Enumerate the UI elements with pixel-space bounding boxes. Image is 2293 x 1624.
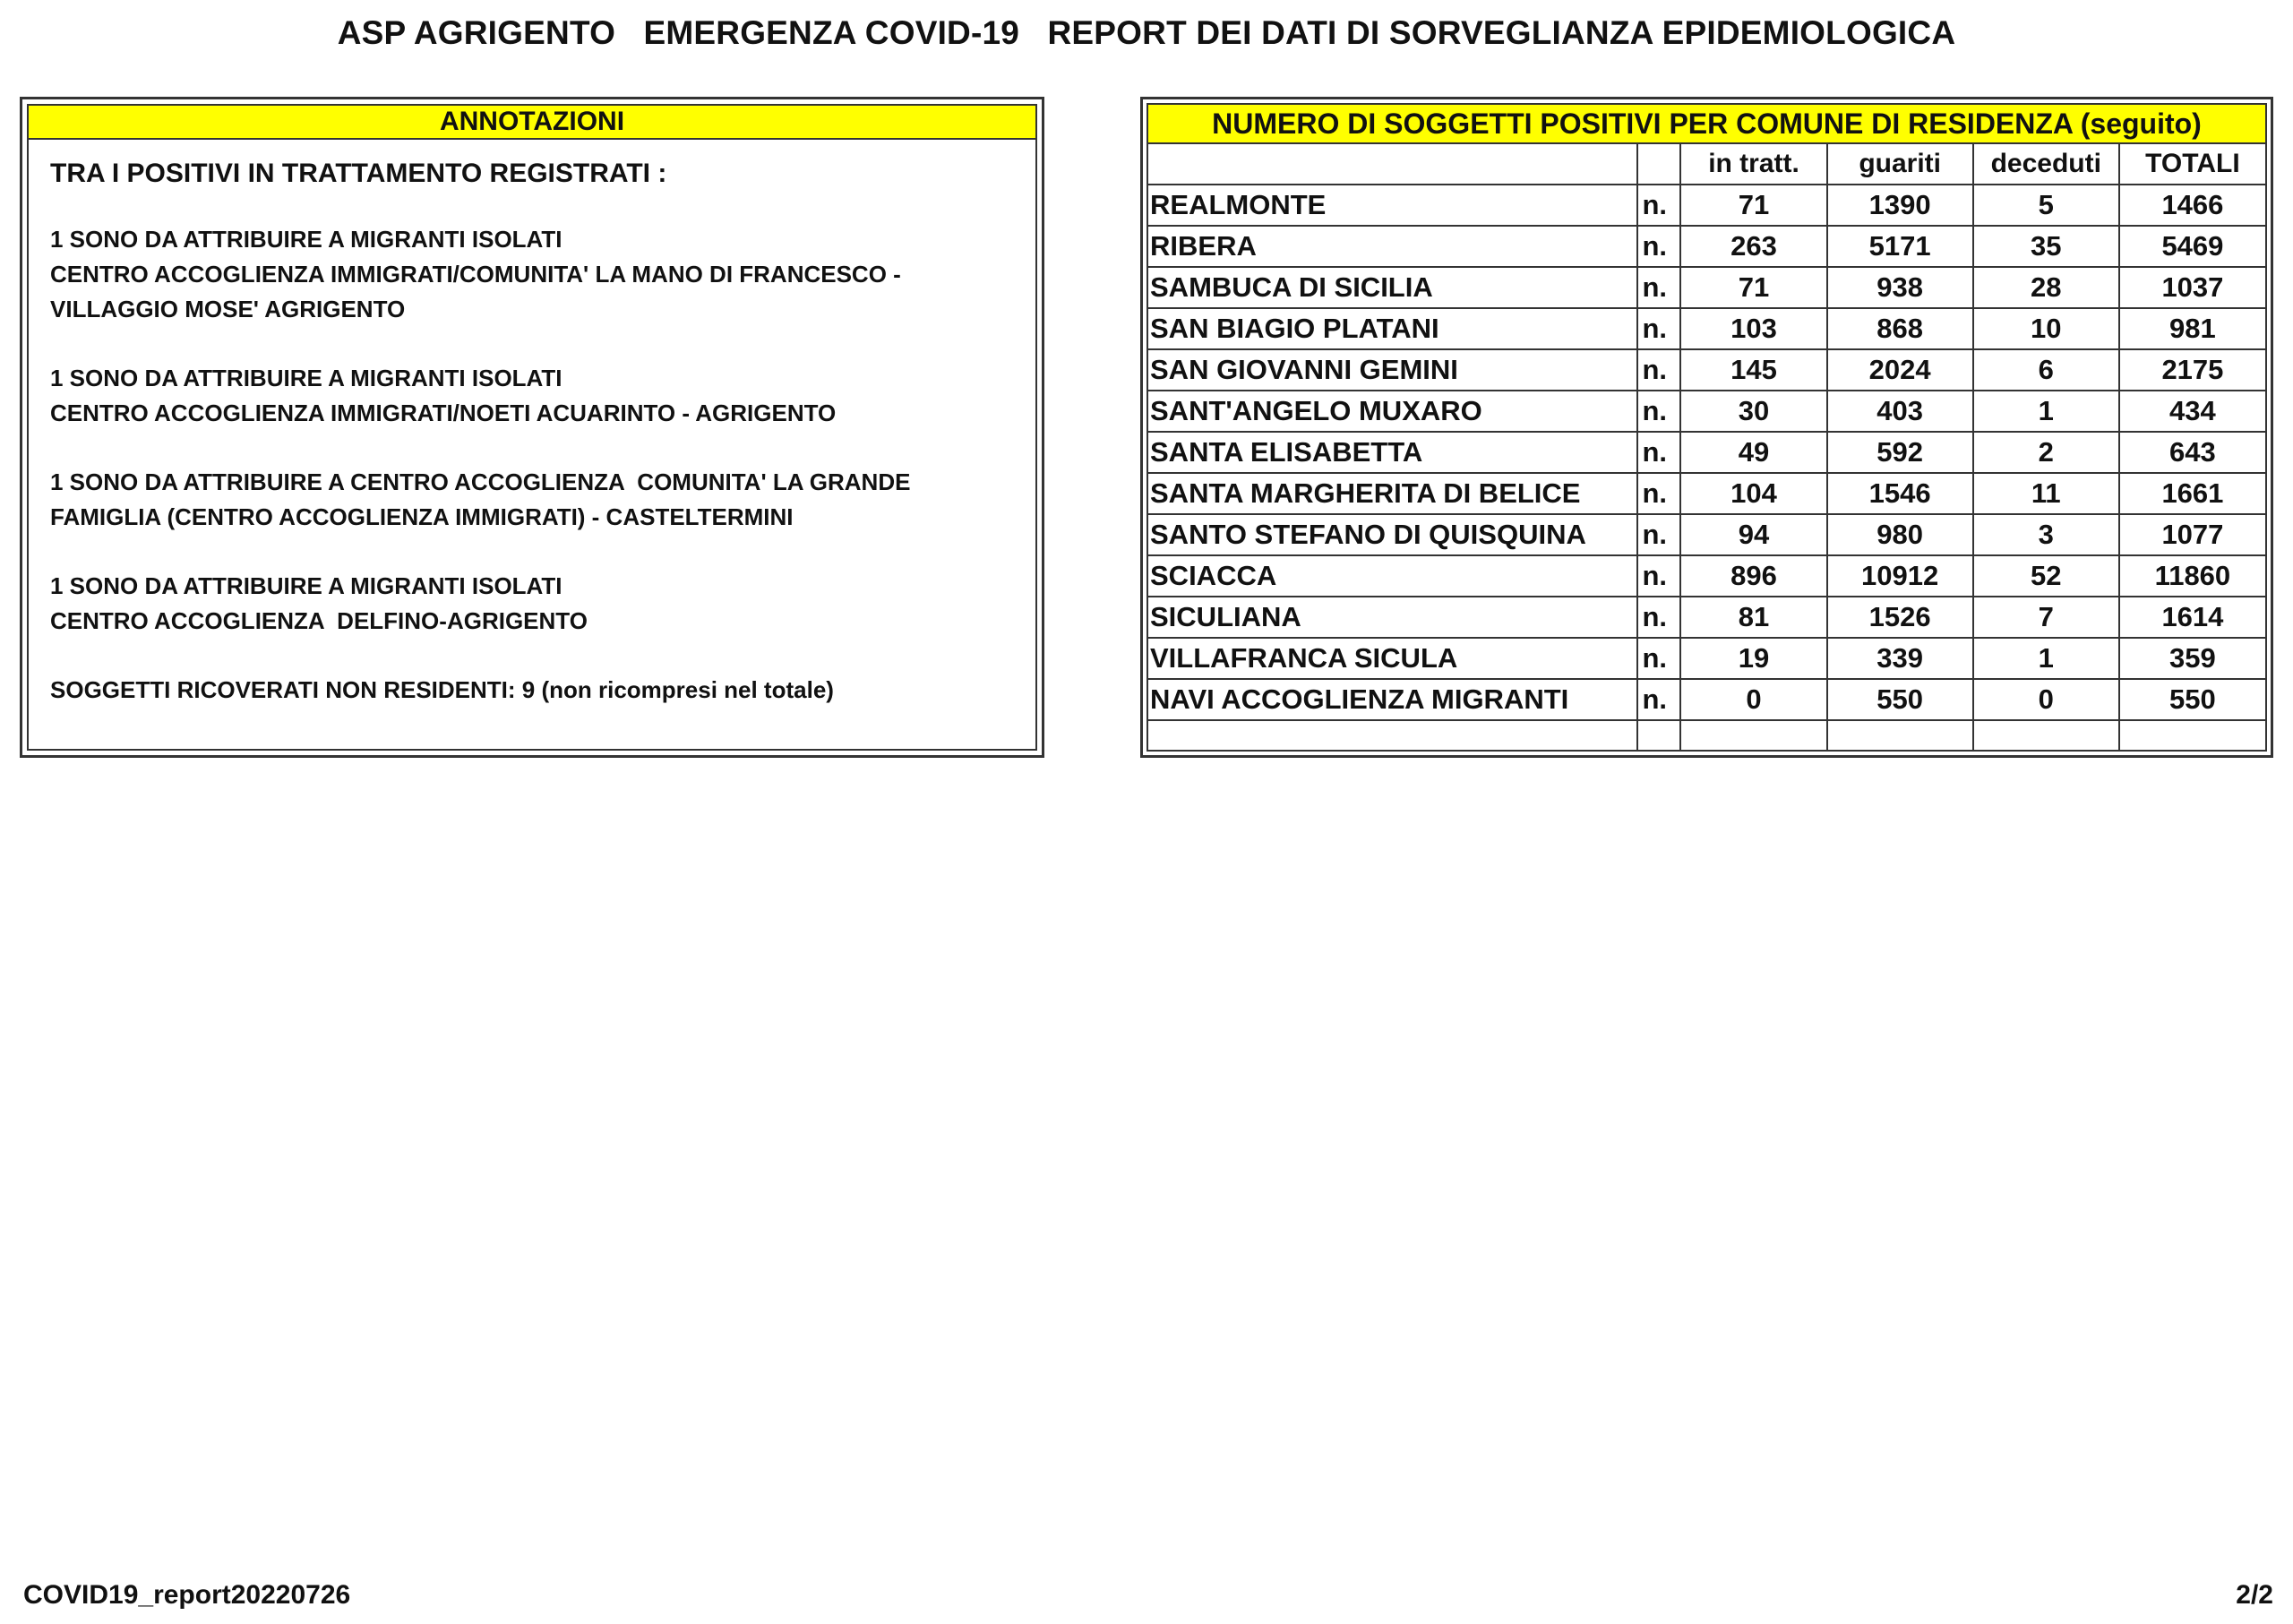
unit-label: n. [1637,679,1680,720]
municipality-name: SANTA MARGHERITA DI BELICE [1148,473,1637,514]
deceduti-value: 2 [1973,432,2119,473]
annotation-paragraph [50,222,1035,327]
in-tratt-value: 0 [1680,679,1826,720]
deceduti-value: 11 [1973,473,2119,514]
municipality-name: SANTA ELISABETTA [1148,432,1637,473]
in-tratt-value: 71 [1680,185,1826,226]
totali-value: 1661 [2119,473,2265,514]
guariti-value: 5171 [1827,226,1973,267]
totali-value: 2175 [2119,349,2265,391]
unit-label: n. [1637,391,1680,432]
unit-label: n. [1637,473,1680,514]
municipality-name: SAN GIOVANNI GEMINI [1148,349,1637,391]
deceduti-value: 3 [1973,514,2119,555]
in-tratt-value: 30 [1680,391,1826,432]
annotations-body [29,140,1035,708]
annotation-paragraph [50,361,1035,431]
totali-value: 5469 [2119,226,2265,267]
in-tratt-value: 81 [1680,597,1826,638]
deceduti-value: 10 [1973,308,2119,349]
totali-value: 434 [2119,391,2265,432]
unit-label: n. [1637,349,1680,391]
unit-label: n. [1637,597,1680,638]
municipality-name: SAN BIAGIO PLATANI [1148,308,1637,349]
guariti-value: 403 [1827,391,1973,432]
data-table [1148,105,2265,752]
unit-label: n. [1637,308,1680,349]
annotations-box [20,97,1044,758]
annotation-line: CENTRO ACCOGLIENZA DELFINO-AGRIGENTO [50,607,588,634]
table-row [1148,679,2265,720]
page-title: ASP AGRIGENTO EMERGENZA COVID-19 REPORT DEI DATI DI SORVEGLIANZA EPIDEMIOLOGICA [337,14,1956,51]
table-row [1148,185,2265,226]
unit-label: n. [1637,226,1680,267]
column-header-deceduti: deceduti [1973,143,2119,185]
annotations-paragraphs [50,222,1035,708]
column-header-in-tratt: in tratt. [1680,143,1826,185]
column-header-empty [1148,143,1637,185]
totali-value: 1466 [2119,185,2265,226]
unit-label: n. [1637,638,1680,679]
table-row [1148,267,2265,308]
totali-value: 981 [2119,308,2265,349]
annotation-line: 1 SONO DA ATTRIBUIRE A CENTRO ACCOGLIENZA COMUNITA' LA GRANDE [50,468,911,495]
totali-value: 359 [2119,638,2265,679]
guariti-value: 550 [1827,679,1973,720]
column-header-totali: TOTALI [2119,143,2265,185]
table-row [1148,226,2265,267]
guariti-value: 1546 [1827,473,1973,514]
deceduti-value: 1 [1973,391,2119,432]
column-header-row [1148,143,2265,185]
municipality-name: NAVI ACCOGLIENZA MIGRANTI [1148,679,1637,720]
deceduti-value: 28 [1973,267,2119,308]
totali-value: 1077 [2119,514,2265,555]
annotation-line: SOGGETTI RICOVERATI NON RESIDENTI: 9 (non ricompresi nel totale) [50,676,834,703]
unit-label: n. [1637,555,1680,597]
deceduti-value: 7 [1973,597,2119,638]
unit-label: n. [1637,432,1680,473]
table-header-row [1148,105,2265,143]
totali-value: 1037 [2119,267,2265,308]
municipality-name: REALMONTE [1148,185,1637,226]
guariti-value: 980 [1827,514,1973,555]
table-row [1148,555,2265,597]
municipality-name: SANT'ANGELO MUXARO [1148,391,1637,432]
in-tratt-value: 71 [1680,267,1826,308]
guariti-value: 938 [1827,267,1973,308]
table-row [1148,638,2265,679]
municipality-name: RIBERA [1148,226,1637,267]
in-tratt-value: 103 [1680,308,1826,349]
page-number: 2/2 [2236,1580,2273,1610]
empty-row [1148,720,2265,752]
unit-label: n. [1637,514,1680,555]
deceduti-value: 5 [1973,185,2119,226]
annotation-line: 1 SONO DA ATTRIBUIRE A MIGRANTI ISOLATI [50,572,563,599]
annotation-paragraph [50,465,1035,535]
annotation-line: FAMIGLIA (CENTRO ACCOGLIENZA IMMIGRATI) - CASTELTERMINI [50,503,794,530]
table-row [1148,473,2265,514]
empty-cell [1680,720,1826,752]
annotation-paragraph [50,569,1035,639]
empty-cell [1973,720,2119,752]
annotation-line: VILLAGGIO MOSE' AGRIGENTO [50,296,406,322]
table-row [1148,597,2265,638]
annotation-line: 1 SONO DA ATTRIBUIRE A MIGRANTI ISOLATI [50,365,563,391]
in-tratt-value: 104 [1680,473,1826,514]
table-row [1148,391,2265,432]
in-tratt-value: 49 [1680,432,1826,473]
guariti-value: 339 [1827,638,1973,679]
positives-by-municipality-table [1140,97,2273,758]
totali-value: 1614 [2119,597,2265,638]
table-row [1148,349,2265,391]
municipality-name: SANTO STEFANO DI QUISQUINA [1148,514,1637,555]
deceduti-value: 35 [1973,226,2119,267]
deceduti-value: 6 [1973,349,2119,391]
totali-value: 11860 [2119,555,2265,597]
empty-cell [1827,720,1973,752]
guariti-value: 592 [1827,432,1973,473]
guariti-value: 2024 [1827,349,1973,391]
annotation-line: CENTRO ACCOGLIENZA IMMIGRATI/NOETI ACUARINTO - AGRIGENTO [50,400,837,426]
municipality-name: SCIACCA [1148,555,1637,597]
annotations-inner [27,104,1037,751]
empty-cell [1637,720,1680,752]
table-row [1148,514,2265,555]
guariti-value: 10912 [1827,555,1973,597]
table-row [1148,308,2265,349]
annotations-header: ANNOTAZIONI [29,106,1035,140]
column-header-guariti: guariti [1827,143,1973,185]
empty-cell [2119,720,2265,752]
totali-value: 550 [2119,679,2265,720]
annotation-line: 1 SONO DA ATTRIBUIRE A MIGRANTI ISOLATI [50,226,563,253]
deceduti-value: 0 [1973,679,2119,720]
guariti-value: 1526 [1827,597,1973,638]
table-row [1148,432,2265,473]
annotation-paragraph [50,673,1035,708]
in-tratt-value: 94 [1680,514,1826,555]
guariti-value: 1390 [1827,185,1973,226]
municipality-name: SICULIANA [1148,597,1637,638]
table-header: NUMERO DI SOGGETTI POSITIVI PER COMUNE DI RESIDENZA (seguito) [1148,105,2265,143]
unit-label: n. [1637,185,1680,226]
in-tratt-value: 263 [1680,226,1826,267]
guariti-value: 868 [1827,308,1973,349]
in-tratt-value: 19 [1680,638,1826,679]
table-inner [1146,103,2267,752]
in-tratt-value: 145 [1680,349,1826,391]
in-tratt-value: 896 [1680,555,1826,597]
annotation-line: CENTRO ACCOGLIENZA IMMIGRATI/COMUNITA' LA MANO DI FRANCESCO - [50,261,901,288]
empty-cell [1148,720,1637,752]
totali-value: 643 [2119,432,2265,473]
report-id: COVID19_report20220726 [23,1580,351,1610]
annotations-heading: TRA I POSITIVI IN TRATTAMENTO REGISTRATI : [50,159,667,188]
municipality-name: SAMBUCA DI SICILIA [1148,267,1637,308]
deceduti-value: 1 [1973,638,2119,679]
unit-label: n. [1637,267,1680,308]
deceduti-value: 52 [1973,555,2119,597]
municipality-name: VILLAFRANCA SICULA [1148,638,1637,679]
column-header-empty [1637,143,1680,185]
